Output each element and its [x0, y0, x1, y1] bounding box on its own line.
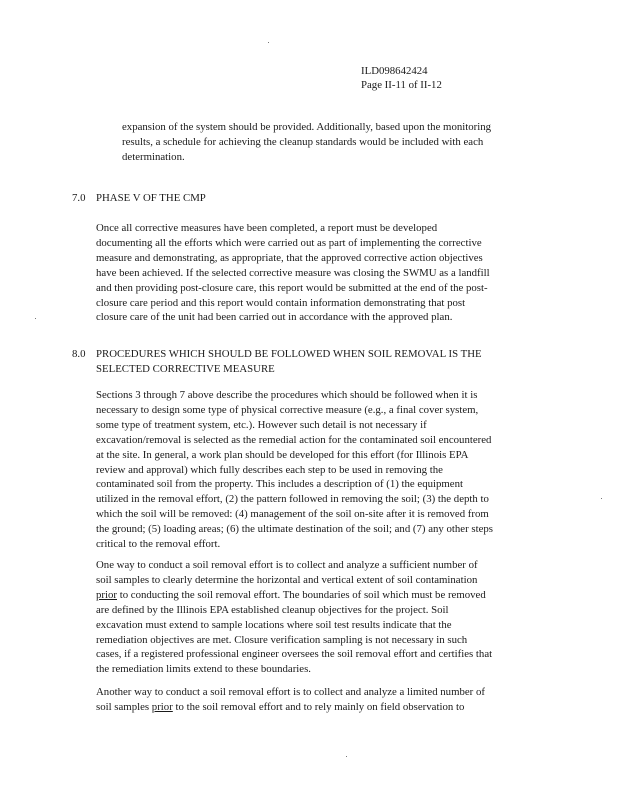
underlined-prior: prior	[151, 700, 173, 713]
intro-paragraph	[122, 120, 552, 165]
text-line: critical to the removal effort.	[96, 538, 221, 551]
text-line: necessary to design some type of physical corrective measure (e.g., a final cover system,	[96, 403, 479, 416]
text-line: Once all corrective measures have been completed, a report must be developed	[96, 222, 438, 234]
text-line: remediation objectives are met. Closure verification sampling is not necessary in such	[96, 633, 468, 646]
text-line: excavation must extend to sample locations where soil test results indicate that the	[96, 618, 452, 631]
text-line: results, a schedule for achieving the cleanup standards would be included with each	[122, 135, 484, 148]
page-number: Page II-11 of II-12	[361, 79, 442, 91]
section-8-number: 8.0	[72, 348, 86, 360]
text-line: review and approval) which fully describes each step to be used in removing the	[96, 463, 443, 476]
text-line: determination.	[122, 150, 185, 163]
text-line: documenting all the efforts which were carried out as part of implementing the corrective	[96, 236, 482, 249]
section-8-paragraph-2	[96, 558, 544, 677]
section-7-number: 7.0	[72, 192, 86, 204]
section-8-title: PROCEDURES WHICH SHOULD BE FOLLOWED WHEN SOIL REMOVAL IS THE SELECTED CORRECTIVE MEASURE	[96, 348, 482, 375]
text-line: the remediation limits extend to these boundaries.	[96, 663, 311, 676]
text-line: closure care period and this report would contain information demonstrating that post	[96, 296, 466, 309]
text-line: which the soil will be removed: (4) management of the soil on-site after it is removed from	[96, 508, 489, 521]
document-id: ILD098642424	[361, 65, 428, 77]
text-line: have been achieved. If the selected corrective measure was closing the SWMU as a landfill	[96, 266, 490, 279]
section-7-title: PHASE V OF THE CMP	[96, 192, 206, 204]
text-line: expansion of the system should be provided. Additionally, based upon the monitoring	[122, 121, 492, 133]
text-line: and then providing post-closure care, this report would be submitted at the end of the post-	[96, 281, 488, 294]
page-header	[361, 64, 442, 92]
section-8-paragraph-3	[96, 685, 544, 715]
text-line: soil samples prior to the soil removal effort and to rely mainly on field observation to	[96, 700, 465, 713]
text-line: the ground; (5) loading areas; (6) the ultimate destination of the soil; and (7) any other steps	[96, 523, 493, 536]
scan-speck	[601, 498, 602, 499]
text-line: One way to conduct a soil removal effort is to collect and analyze a sufficient number of	[96, 559, 478, 571]
section-8-paragraph-1	[96, 388, 544, 552]
text-line: Another way to conduct a soil removal effort is to collect and analyze a limited number of	[96, 686, 485, 698]
text-line: measure and demonstrating, as appropriate, that the approved corrective action objectives	[96, 251, 483, 264]
scan-speck	[346, 756, 347, 757]
underlined-prior: prior	[96, 588, 117, 601]
text-line: contaminated soil from the property. This includes a description of (1) the equipment	[96, 478, 463, 491]
text-line: some type of treatment system, etc.). However such detail is not necessary if	[96, 418, 427, 431]
text-line: soil samples to clearly determine the horizontal and vertical extent of soil contamination	[96, 573, 478, 586]
text-line: prior to conducting the soil removal effort. The boundaries of soil which must be removed	[96, 588, 486, 601]
text-line: closure care of the unit had been carried out in accordance with the approved plan.	[96, 311, 453, 324]
scan-speck	[35, 318, 36, 319]
text-line: at the site. In general, a work plan should be developed for this effort (for Illinois EPA	[96, 448, 469, 461]
text-line: utilized in the removal effort, (2) the pattern followed in removing the soil; (3) the depth to	[96, 493, 489, 506]
text-line: are defined by the Illinois EPA established cleanup objectives for the project. Soil	[96, 603, 449, 616]
text-line: excavation/removal is selected as the remedial action for the contaminated soil encountered	[96, 433, 492, 446]
scan-speck	[268, 42, 269, 43]
section-7-paragraph	[96, 221, 544, 325]
text-line: cases, if a registered professional engineer oversees the soil removal effort and certifies that	[96, 648, 493, 661]
text-line: Sections 3 through 7 above describe the procedures which should be followed when it is	[96, 389, 478, 401]
